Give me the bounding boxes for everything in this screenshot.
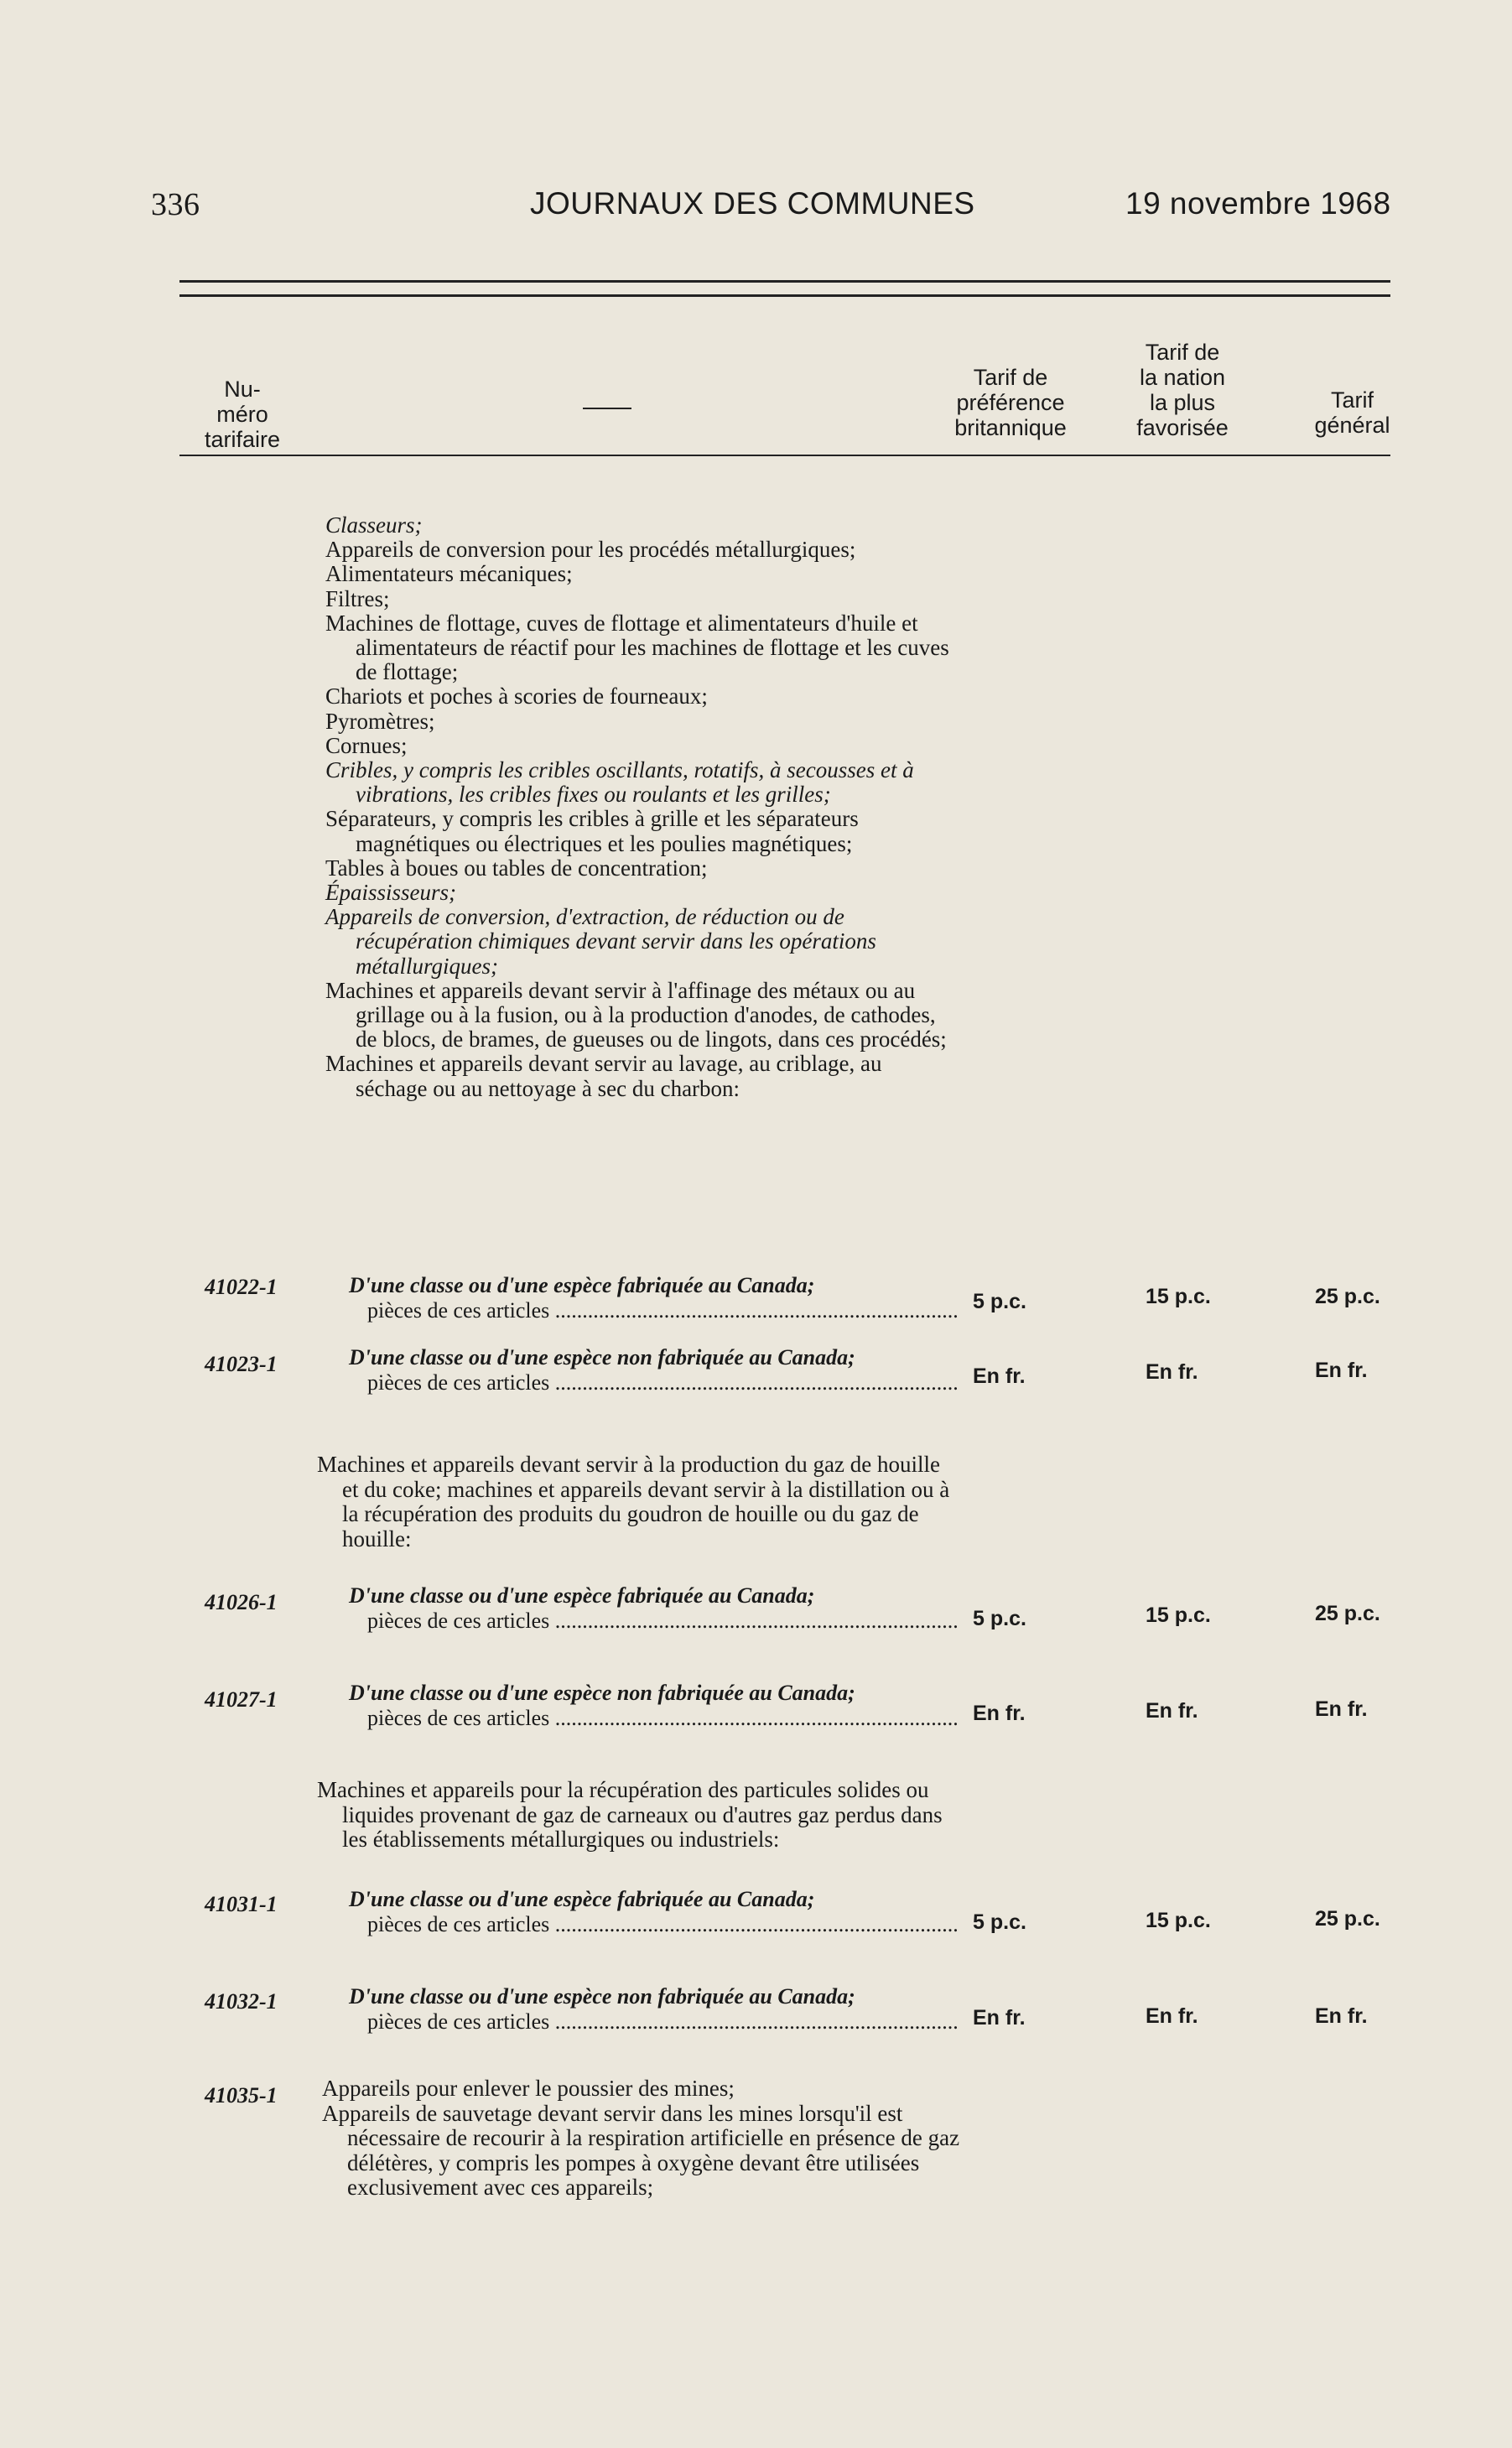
tariff-description-line: D'une classe ou d'une espèce non fabriquée au Canada; [349, 1984, 855, 2009]
rate-general: En fr. [1315, 1697, 1368, 1721]
col-head-number-line: tarifaire [204, 427, 281, 452]
rate-mfn: En fr. [1146, 1699, 1198, 1723]
list-item: Cornues; [325, 732, 408, 758]
list-item: Machines de flottage, cuves de flottage et alimentateurs d'huile et alimentateurs de réactif pour les machines de flottage et les cuves de flottage; [325, 610, 949, 685]
col-head-number-line: méro [216, 402, 268, 427]
tariff-number: 41035-1 [205, 2083, 278, 2108]
final-row-list [322, 2076, 961, 2201]
list-item: Pyromètres; [325, 708, 435, 734]
tariff-description-line: pièces de ces articles ..... [367, 1706, 957, 1731]
journal-title: JOURNAUX DES COMMUNES [530, 186, 975, 221]
col-head-number [179, 377, 305, 452]
rate-general: 25 p.c. [1315, 1285, 1380, 1308]
equipment-list [325, 513, 950, 1101]
list-item: Machines et appareils devant servir à l'affinage des métaux ou au grillage ou à la fusion, ou à la production d'anodes, de cathodes, de blocs, de brames, de gueuses ou de lingots, dans ces procédés; [325, 977, 947, 1052]
tariff-description-line: D'une classe ou d'une espèce fabriquée au Canada; [349, 1887, 815, 1911]
list-item: Machines et appareils devant servir au lavage, au criblage, au séchage ou au nettoyage à sec du charbon: [325, 1051, 882, 1101]
rate-mfn: En fr. [1146, 1360, 1198, 1384]
list-item: Cribles, y compris les cribles oscillants, rotatifs, à secousses et à vibrations, les cribles fixes ou roulants et les grilles; [325, 757, 914, 808]
col-head-british-line: préférence [956, 390, 1065, 415]
intro-paragraph [317, 1778, 954, 1853]
tariff-description-line: D'une classe ou d'une espèce non fabriquée au Canada; [349, 1681, 855, 1705]
tariff-description [349, 1273, 957, 1323]
intro-paragraph [317, 1453, 954, 1551]
tariff-description [349, 1345, 957, 1396]
col-head-mfn [1111, 340, 1254, 440]
col-head-description-dash [583, 408, 631, 409]
rate-general: 25 p.c. [1315, 1907, 1380, 1931]
intro-text: Machines et appareils devant servir à la production du gaz de houille et du coke; machines et appareils devant servir à la distillation ou à la récupération des produits du goudron de houille ou du gaz de houille: [317, 1452, 950, 1551]
list-item: Appareils de sauvetage devant servir dans les mines lorsqu'il est nécessaire de recourir à la respiration artificielle en présence de gaz délétères, y compris les pompes à oxygène devant être utilisées exclusivement avec ces appareils; [322, 2100, 960, 2200]
tariff-number: 41031-1 [205, 1892, 278, 1916]
tariff-number: 41026-1 [205, 1590, 278, 1614]
rate-british: 5 p.c. [973, 1607, 1026, 1630]
page-number: 336 [151, 187, 200, 222]
tariff-number: 41032-1 [205, 1989, 278, 2014]
list-item: Épaississeurs; [325, 880, 457, 906]
tariff-description [349, 1984, 957, 2035]
tariff-number: 41023-1 [205, 1352, 278, 1376]
list-item: Chariots et poches à scories de fourneaux; [325, 683, 708, 709]
tariff-description-line: pièces de ces articles ..... [367, 1609, 957, 1634]
column-head-rule [179, 455, 1390, 456]
list-item: Appareils de conversion, d'extraction, de réduction ou de récupération chimiques devant servir dans les opérations métallurgiques; [325, 904, 876, 979]
rate-mfn: 15 p.c. [1146, 1603, 1211, 1627]
list-item: Appareils de conversion pour les procédés métallurgiques; [325, 537, 856, 563]
list-item: Séparateurs, y compris les cribles à grille et les séparateurs magnétiques ou électriques et les poulies magnétiques; [325, 806, 859, 856]
tariff-description-line: D'une classe ou d'une espèce fabriquée au Canada; [349, 1273, 815, 1297]
rate-general: 25 p.c. [1315, 1602, 1380, 1625]
list-item: Filtres; [325, 585, 390, 611]
header-double-rule [179, 280, 1390, 297]
col-head-british-line: Tarif de [973, 365, 1048, 390]
col-head-mfn-line: Tarif de [1145, 340, 1220, 365]
rate-mfn: En fr. [1146, 2004, 1198, 2028]
rate-mfn: 15 p.c. [1146, 1909, 1211, 1932]
tariff-description [349, 1583, 957, 1634]
list-item: Appareils pour enlever le poussier des mines; [322, 2076, 735, 2101]
page-date: 19 novembre 1968 [1125, 186, 1391, 221]
col-head-british-line: britannique [954, 415, 1067, 440]
col-head-general-line: général [1314, 413, 1390, 438]
tariff-description [349, 1887, 957, 1937]
rate-british: En fr. [973, 2006, 1026, 2030]
rate-general: En fr. [1315, 1359, 1368, 1382]
col-head-mfn-line: favorisée [1136, 415, 1229, 440]
col-head-mfn-line: la plus [1149, 390, 1216, 415]
tariff-description-line: pièces de ces articles ..... [367, 1912, 957, 1937]
rate-british: 5 p.c. [973, 1290, 1026, 1313]
list-item: Tables à boues ou tables de concentration; [325, 855, 708, 881]
rate-british: En fr. [973, 1364, 1026, 1388]
intro-text: Machines et appareils pour la récupération des particules solides ou liquides provenant de gaz de carneaux ou d'autres gaz perdus dans les établissements métallurgiques ou industriels: [317, 1777, 943, 1852]
tariff-description-line: pièces de ces articles ..... [367, 1370, 957, 1396]
tariff-description [349, 1681, 957, 1731]
tariff-description-line: pièces de ces articles ..... [367, 1298, 957, 1323]
rate-british: En fr. [973, 1702, 1026, 1725]
col-head-british [935, 365, 1086, 440]
col-head-mfn-line: la nation [1139, 365, 1226, 390]
col-head-number-line: Nu- [224, 377, 261, 402]
tariff-number: 41022-1 [205, 1275, 278, 1299]
rate-british: 5 p.c. [973, 1910, 1026, 1934]
tariff-description-line: D'une classe ou d'une espèce fabriquée au Canada; [349, 1583, 815, 1608]
col-head-general [1291, 387, 1413, 438]
rate-mfn: 15 p.c. [1146, 1285, 1211, 1308]
list-item: Alimentateurs mécaniques; [325, 561, 573, 587]
rate-general: En fr. [1315, 2004, 1368, 2028]
col-head-general-line: Tarif [1330, 387, 1374, 413]
list-item: Classeurs; [325, 512, 423, 538]
tariff-description-line: pièces de ces articles ..... [367, 2009, 957, 2035]
tariff-number: 41027-1 [205, 1687, 278, 1712]
tariff-description-line: D'une classe ou d'une espèce non fabriquée au Canada; [349, 1345, 855, 1370]
